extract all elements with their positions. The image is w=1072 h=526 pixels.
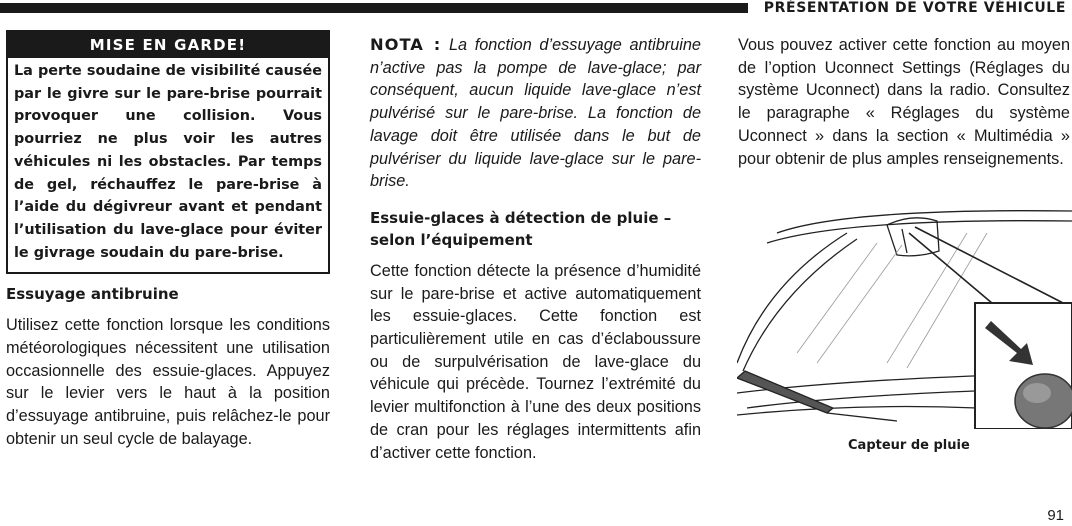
uconnect-paragraph: Vous pouvez activer cette fonction au moyen de l’option Uconnect Settings (Réglages du système Uconnect) dans la radio. Consultez le paragraphe « Réglages du système Uconnect » dans la section « Multimédia » pour obtenir de plus amples renseignements. [738,36,1070,168]
section-title: PRÉSENTATION DE VOTRE VÉHICULE [763,0,1066,16]
note-text: La fonction d’essuyage antibruine n’active pas la pompe de lave-glace; par conséquent, aucun liquide lave-glace n’est pulvérisé sur le pare-brise. La fonction de lavage doit être utilisée dans le but de pulvériser du liquide lave-glace sur le pare-brise. [370,36,701,191]
warning-heading: MISE EN GARDE! [8,32,328,58]
column-right [738,34,1070,170]
warning-box [6,30,330,274]
windshield-drawing [737,203,1072,429]
warning-text: La perte soudaine de visibilité causée par le givre sur le pare-brise pourrait provoquer une collision. Vous pourriez ne plus voir les autres véhicules ni les obstacles. Par temps de gel, réchauffez le pare-brise à l’aide du dégivreur avant et pendant l’utilisation du lave-glace pour éviter le givrage soudain du pare-brise. [14,63,322,261]
rain-paragraph: Cette fonction détecte la présence d’humidité sur le pare-brise et active automatiquement les essuie-glaces. Cette fonction est particulièrement utile en cas d’éclaboussure ou de surpulvérisation de lave-glace du véhicule qui précède. Tournez l’extrémité du levier multifonction à l’une des deux positions de cran pour les réglages intermittents afin d’activer cette fonction. [370,261,701,462]
note-label: NOTA : [370,35,442,54]
rain-heading-line2: selon l’équipement [370,230,533,249]
mist-heading: Essuyage antibruine [6,285,179,304]
rain-heading-line1: Essuie-glaces à détection de pluie – [370,208,672,227]
note-paragraph [370,34,701,193]
column-left [6,30,330,451]
header-rule [0,3,748,13]
rain-heading [370,207,701,251]
column-middle [370,34,701,464]
mist-paragraph: Utilisez cette fonction lorsque les conditions météorologiques nécessitent une utilisation occasionnelle des essuie-glaces. Appuyez sur le levier vers le haut à la position d’essuyage antibruine, puis relâchez-le pour obtenir un seul cycle de balayage. [6,316,330,448]
figure-caption: Capteur de pluie [848,438,970,453]
rain-sensor-illustration [737,203,1072,429]
page-number: 91 [1047,507,1064,524]
